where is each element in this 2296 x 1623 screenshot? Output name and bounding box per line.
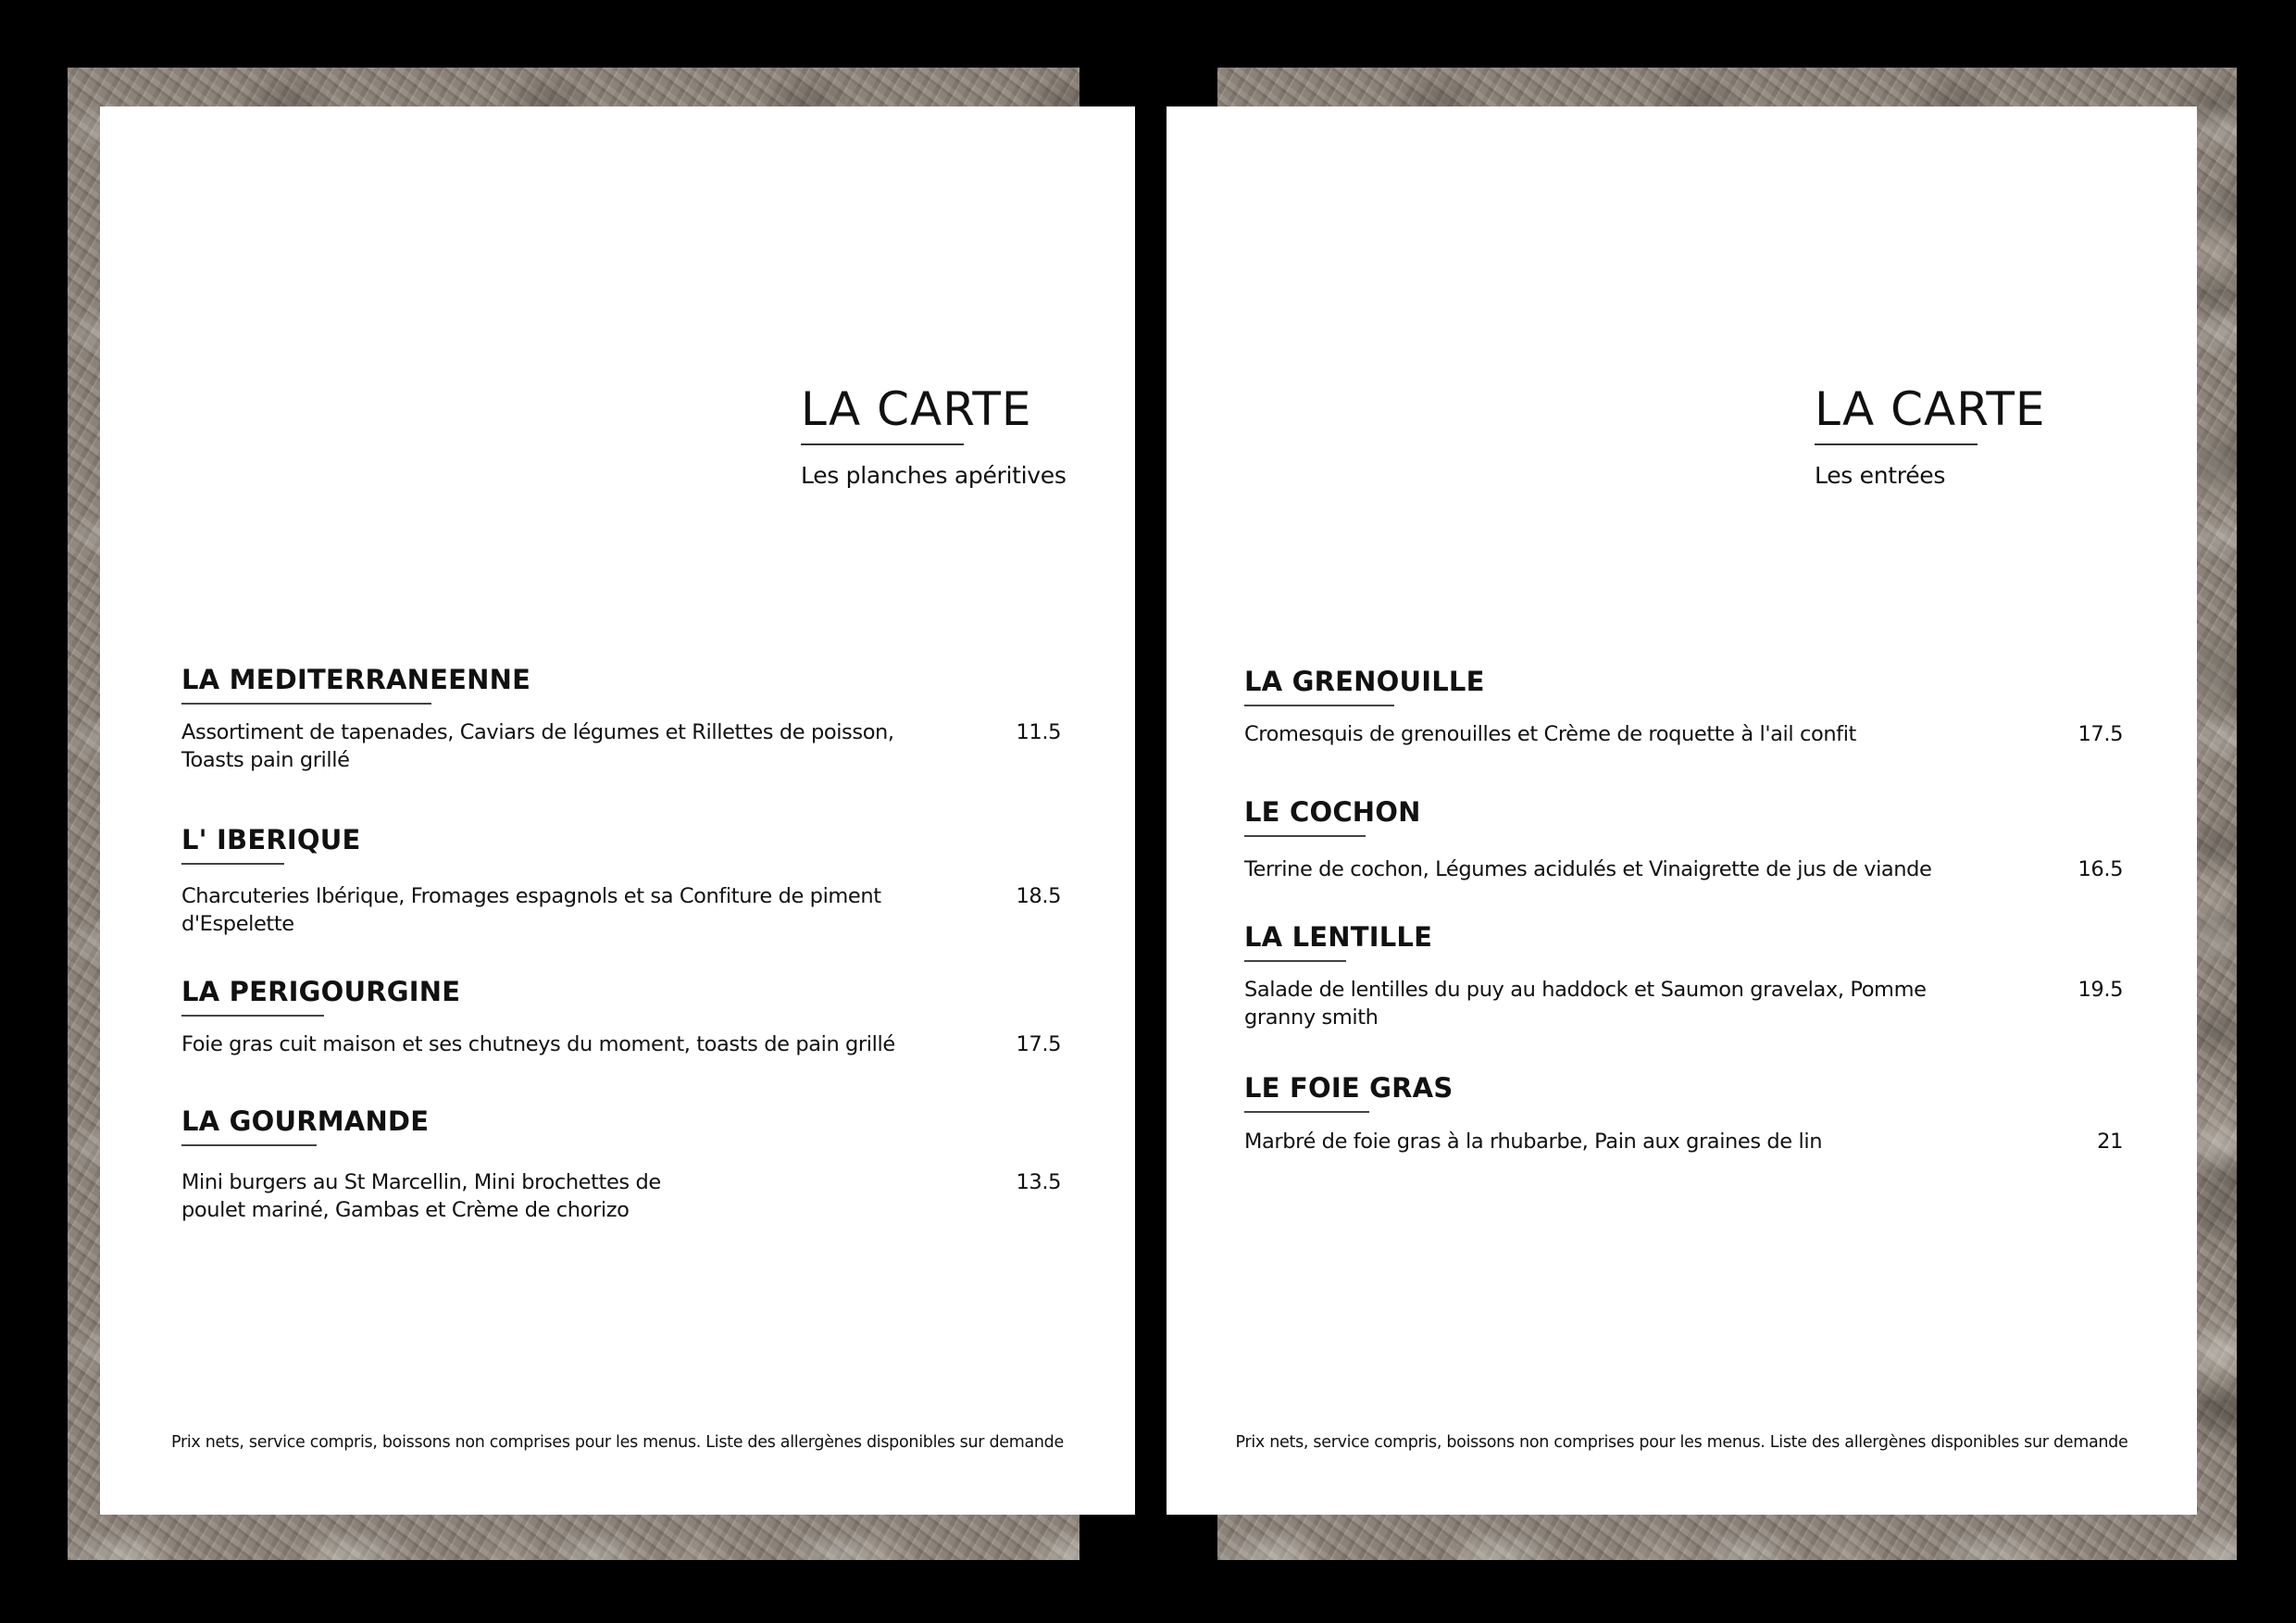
item-description: Cromesquis de grenouilles et Crème de roquette à l'ail confit — [1244, 722, 1856, 746]
menu-section — [1244, 921, 2132, 1031]
item-price: 17.5 — [2078, 722, 2123, 746]
footer-note: Prix nets, service compris, boissons non comprises pour les menus. Liste des allergènes disponibles sur demande — [1235, 1433, 2128, 1452]
menu-section — [181, 664, 1070, 774]
section-underline — [181, 703, 431, 705]
section-title: LE FOIE GRAS — [1244, 1072, 1454, 1104]
section-underline — [1244, 835, 1366, 837]
item-description: Charcuteries Ibérique, Fromages espagnols et sa Confiture de piment d'Espelette — [181, 884, 881, 936]
menu-item — [181, 718, 1070, 774]
page-title: LA CARTE — [1815, 382, 2046, 436]
item-price: 16.5 — [2078, 857, 2123, 881]
menu-item — [1244, 720, 2132, 748]
section-title: LA PERIGOURGINE — [181, 976, 461, 1007]
menu-section — [181, 1105, 1070, 1224]
menu-item — [181, 1168, 1070, 1224]
item-description: Terrine de cochon, Légumes acidulés et Vinaigrette de jus de viande — [1244, 857, 1932, 881]
section-underline — [1244, 705, 1394, 706]
menu-item — [181, 882, 1070, 938]
page-header — [1815, 384, 2045, 489]
section-underline — [181, 863, 284, 865]
item-price: 18.5 — [1016, 884, 1061, 908]
menu-section — [181, 824, 1070, 938]
item-price: 17.5 — [1016, 1032, 1061, 1056]
title-underline — [1815, 443, 1978, 445]
section-title: LA MEDITERRANEENNE — [181, 664, 531, 695]
section-title: LA GRENOUILLE — [1244, 666, 1485, 697]
title-underline — [801, 443, 964, 445]
menu-item — [181, 1030, 1070, 1058]
page-header — [801, 384, 1067, 489]
item-description: Foie gras cuit maison et ses chutneys du moment, toasts de pain grillé — [181, 1032, 895, 1056]
section-title: LA LENTILLE — [1244, 921, 1433, 953]
page-subtitle: Les entrées — [1815, 462, 1946, 489]
menu-item — [1244, 976, 2132, 1031]
section-underline — [181, 1015, 324, 1017]
section-title: L' IBERIQUE — [181, 824, 361, 855]
menu-section — [181, 976, 1070, 1058]
menu-page-right — [1167, 106, 2197, 1515]
footer-note: Prix nets, service compris, boissons non comprises pour les menus. Liste des allergènes disponibles sur demande — [171, 1433, 1064, 1452]
section-underline — [1244, 960, 1346, 962]
item-description: Salade de lentilles du puy au haddock et Saumon gravelax, Pomme granny smith — [1244, 978, 1927, 1030]
menu-sections — [181, 556, 1070, 1224]
section-underline — [1244, 1111, 1369, 1113]
menu-item — [1244, 1128, 2132, 1155]
menu-section — [1244, 796, 2132, 883]
section-title: LA GOURMANDE — [181, 1105, 430, 1137]
item-price: 21 — [2097, 1130, 2123, 1154]
page-title: LA CARTE — [801, 382, 1032, 436]
menu-section — [1244, 666, 2132, 748]
item-description: Marbré de foie gras à la rhubarbe, Pain aux graines de lin — [1244, 1130, 1823, 1154]
menu-section — [1244, 1072, 2132, 1155]
menu-sections — [1244, 556, 2132, 1155]
item-description: Assortiment de tapenades, Caviars de légumes et Rillettes de poisson, Toasts pain grillé — [181, 720, 894, 772]
menu-item — [1244, 855, 2132, 883]
section-underline — [181, 1144, 317, 1146]
item-description: Mini burgers au St Marcellin, Mini brochettes de poulet mariné, Gambas et Crème de chorizo — [181, 1170, 661, 1222]
item-price: 19.5 — [2078, 978, 2123, 1002]
item-price: 11.5 — [1016, 720, 1061, 744]
item-price: 13.5 — [1016, 1170, 1061, 1194]
section-title: LE COCHON — [1244, 796, 1421, 828]
page-subtitle: Les planches apéritives — [801, 462, 1067, 489]
menu-page-left — [100, 106, 1135, 1515]
